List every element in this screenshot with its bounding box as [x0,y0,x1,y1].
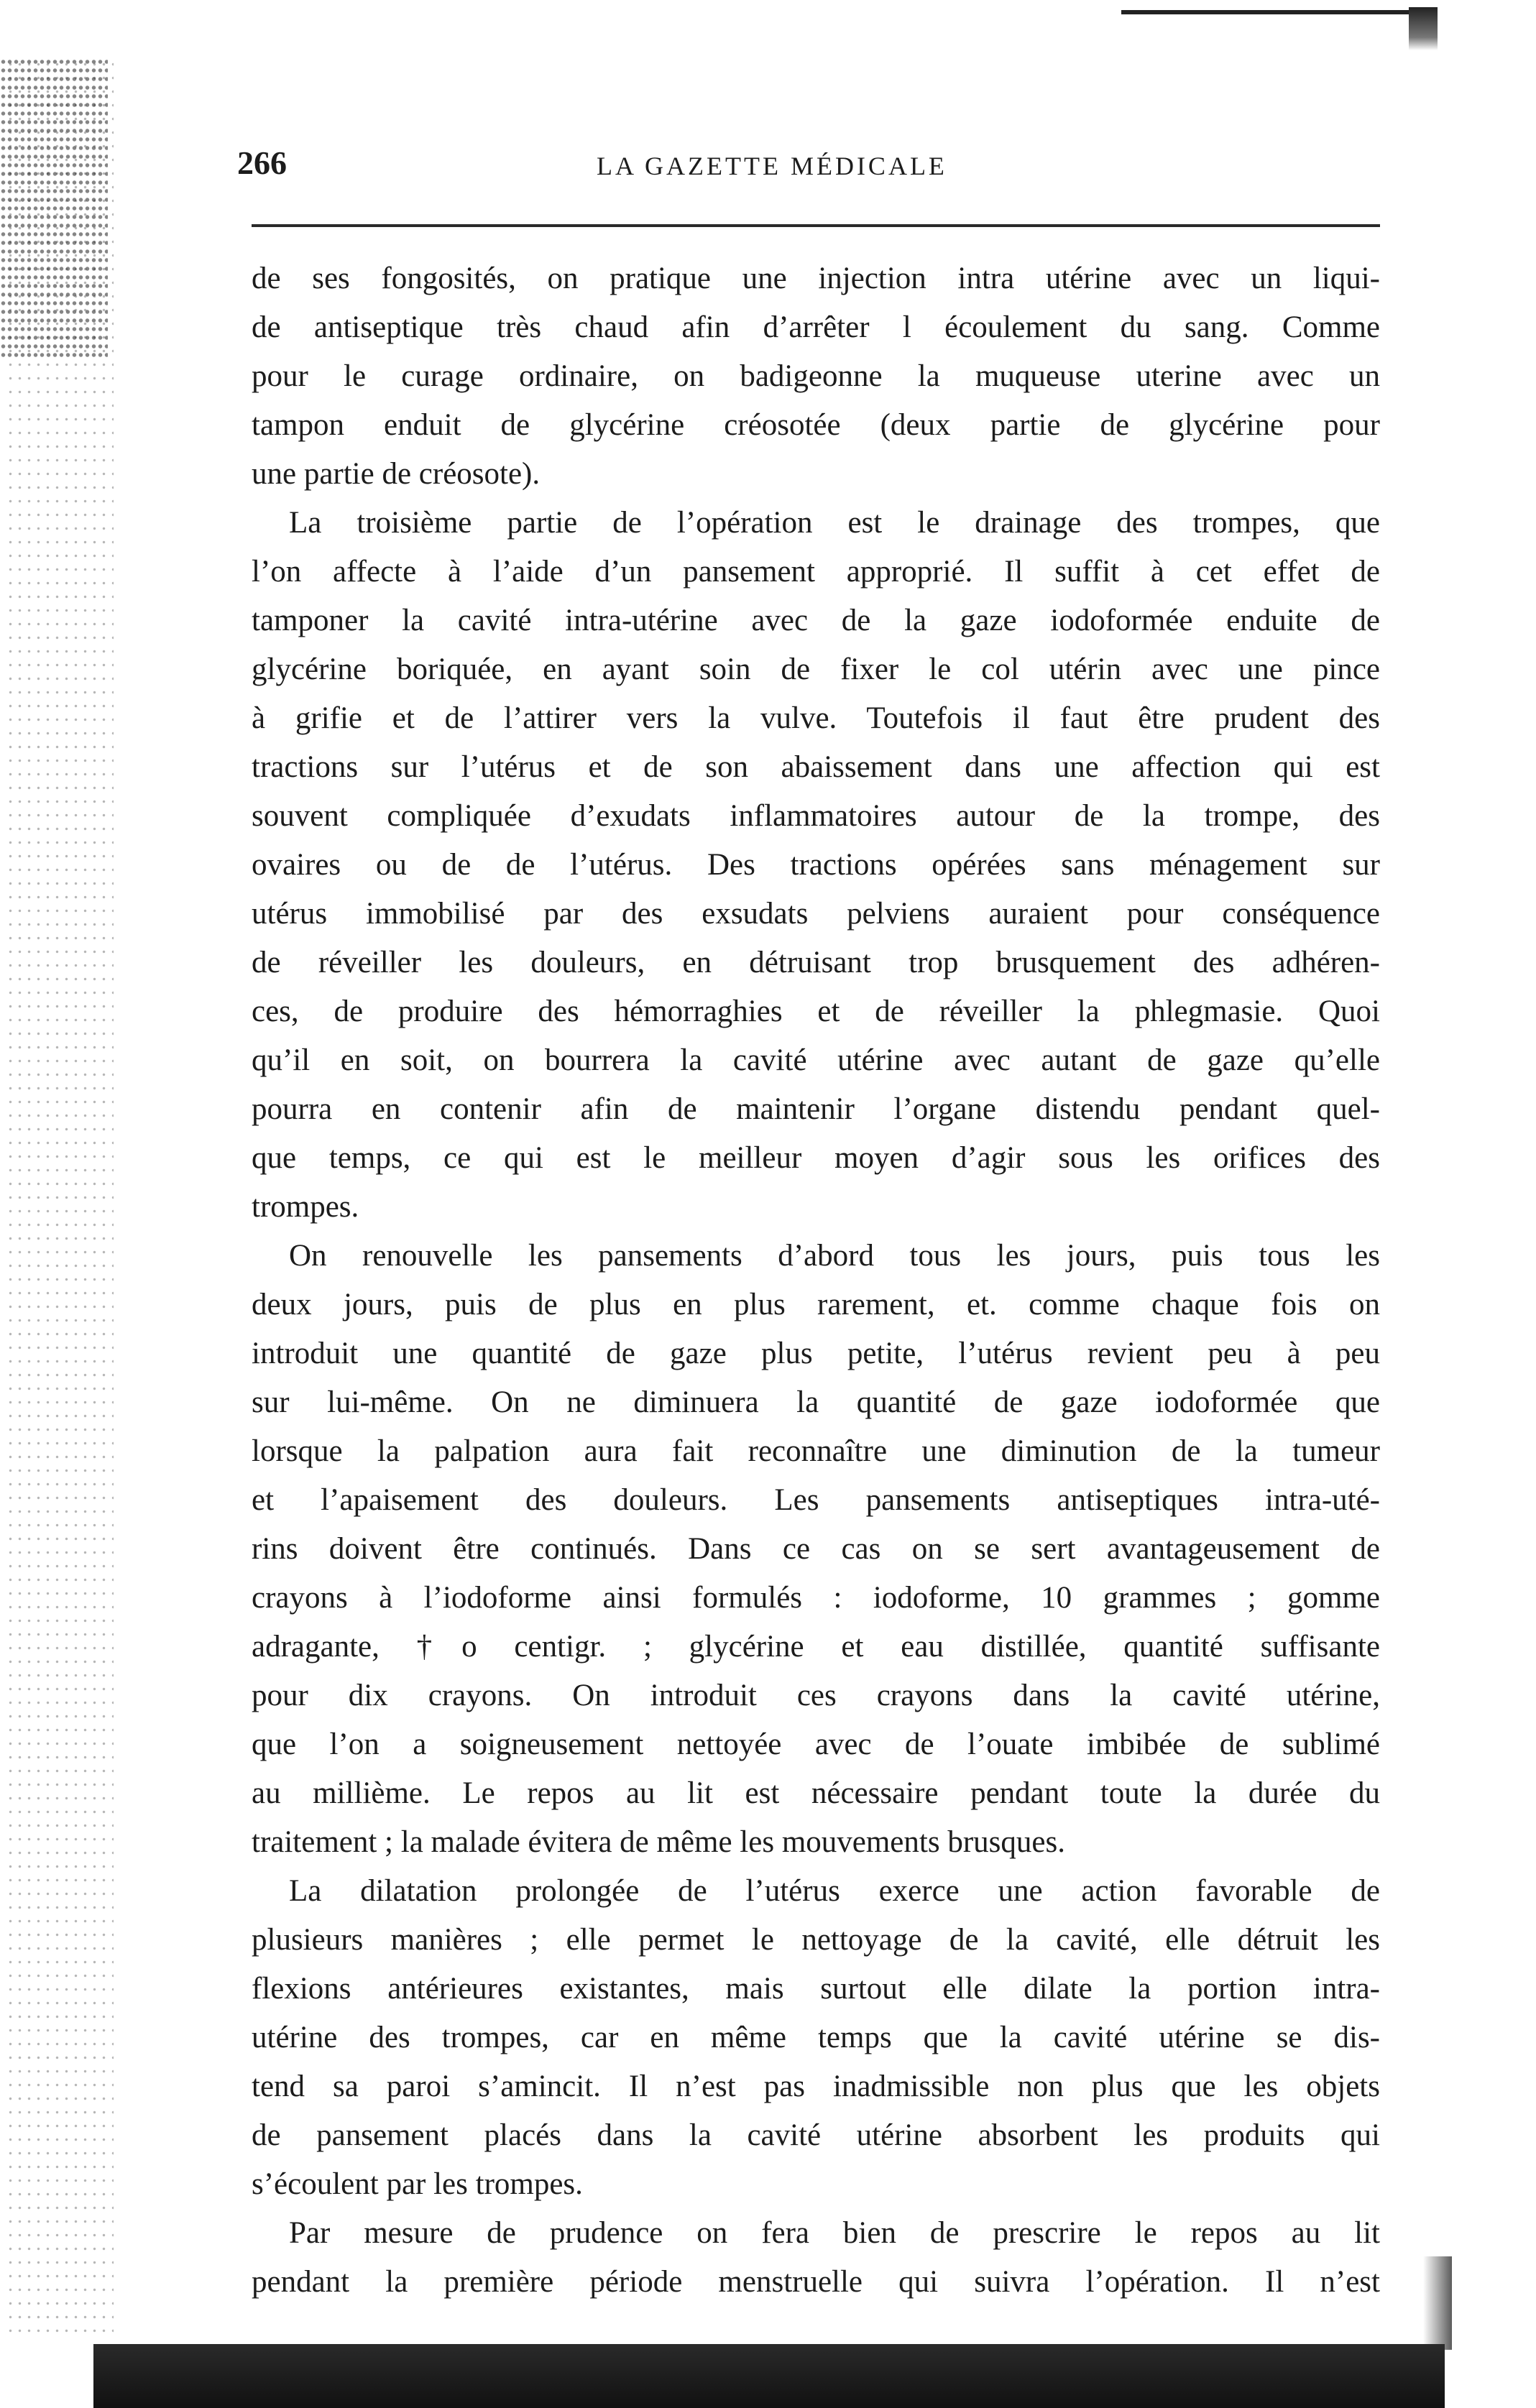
text-line: une partie de créosote). [252,457,541,491]
running-title: LA GAZETTE MÉDICALE [597,152,947,180]
text-line: s’écoulent par les trompes. [252,2167,583,2201]
text-line: que temps, ce qui est le meilleur moyen d’agir sous les orifices des [252,1141,1380,1175]
scan-edge-left-noise [6,57,114,2343]
text-line: tractions sur l’utérus et de son abaissement dans une affection qui est [252,750,1380,784]
text-line: La troisième partie de l’opération est le drainage des trompes, que [289,506,1380,540]
text-line: glycérine boriquée, en ayant soin de fixer le col utérin avec une pince [252,652,1380,686]
text-line: sur lui-même. On ne diminuera la quantité de gaze iodoformée que [252,1385,1380,1419]
text-line: et l’apaisement des douleurs. Les pansements antiseptiques intra-uté- [252,1483,1380,1517]
text-line: deux jours, puis de plus en plus rarement, et. comme chaque fois on [252,1288,1380,1321]
text-line: utérine des trompes, car en même temps que la cavité utérine se dis- [252,2021,1380,2054]
text-line: La dilatation prolongée de l’utérus exerce une action favorable de [289,1874,1380,1908]
text-line: utérus immobilisé par des exsudats pelviens auraient pour conséquence [252,897,1380,931]
text-line: de pansement placés dans la cavité utérine absorbent les produits qui [252,2118,1380,2152]
text-line: introduit une quantité de gaze plus petite, l’utérus revient peu à peu [252,1337,1380,1370]
text-line: trompes. [252,1190,359,1224]
header-rule [252,224,1380,227]
page-header [237,144,1380,194]
text-line: ces, de produire des hémorraghies et de réveiller la phlegmasie. Quoi [252,995,1380,1028]
scan-edge-top [1121,10,1438,14]
text-line: crayons à l’iodoforme ainsi formulés : iodoforme, 10 grammes ; gomme [252,1581,1380,1615]
text-line: au millième. Le repos au lit est nécessaire pendant toute la durée du [252,1776,1380,1810]
text-line: tend sa paroi s’amincit. Il n’est pas inadmissible non plus que les objets [252,2070,1380,2103]
text-line: l’on affecte à l’aide d’un pansement approprié. Il suffit à cet effet de [252,555,1380,589]
text-line: pendant la première période menstruelle qui suivra l’opération. Il n’est [252,2265,1380,2299]
text-line: tampon enduit de glycérine créosotée (deux partie de glycérine pour [252,408,1380,442]
text-line: adragante, †o centigr. ; glycérine et eau distillée, quantité suffisante [252,1630,1380,1664]
scan-edge-left-noise-dense [0,57,108,359]
text-line: que l’on a soigneusement nettoyée avec de l’ouate imbibée de sublimé [252,1727,1380,1761]
text-line: de ses fongosités, on pratique une injection intra utérine avec un liqui- [252,262,1380,295]
text-line: Par mesure de prudence on fera bien de prescrire le repos au lit [289,2216,1380,2250]
text-line: flexions antérieures existantes, mais surtout elle dilate la portion intra- [252,1972,1380,2006]
scan-edge-bottom-corner [1423,2256,1452,2350]
scan-edge-top-corner [1409,7,1438,50]
page-number: 266 [237,144,287,181]
text-line: pour le curage ordinaire, on badigeonne la muqueuse uterine avec un [252,359,1380,393]
text-line: de réveiller les douleurs, en détruisant trop brusquement des adhéren- [252,946,1380,979]
text-line: traitement ; la malade évitera de même les mouvements brusques. [252,1825,1065,1859]
text-line: lorsque la palpation aura fait reconnaître une diminution de la tumeur [252,1434,1380,1468]
text-line: qu’il en soit, on bourrera la cavité utérine avec autant de gaze qu’elle [252,1043,1380,1077]
text-line: tamponer la cavité intra-utérine avec de la gaze iodoformée enduite de [252,604,1380,637]
scan-edge-bottom [93,2344,1445,2408]
text-line: à grifie et de l’attirer vers la vulve. Toutefois il faut être prudent des [252,701,1380,735]
text-line: pour dix crayons. On introduit ces crayons dans la cavité utérine, [252,1679,1380,1712]
text-line: ovaires ou de de l’utérus. Des tractions opérées sans ménagement sur [252,848,1380,882]
text-line: pourra en contenir afin de maintenir l’organe distendu pendant quel- [252,1092,1380,1126]
text-line: On renouvelle les pansements d’abord tous les jours, puis tous les [289,1239,1380,1273]
text-line: de antiseptique très chaud afin d’arrêter l écoulement du sang. Comme [252,310,1380,344]
text-line: souvent compliquée d’exudats inflammatoires autour de la trompe, des [252,799,1380,833]
body-text [252,254,1380,2307]
text-line: rins doivent être continués. Dans ce cas on se sert avantageusement de [252,1532,1380,1566]
text-line: plusieurs manières ; elle permet le nettoyage de la cavité, elle détruit les [252,1923,1380,1957]
